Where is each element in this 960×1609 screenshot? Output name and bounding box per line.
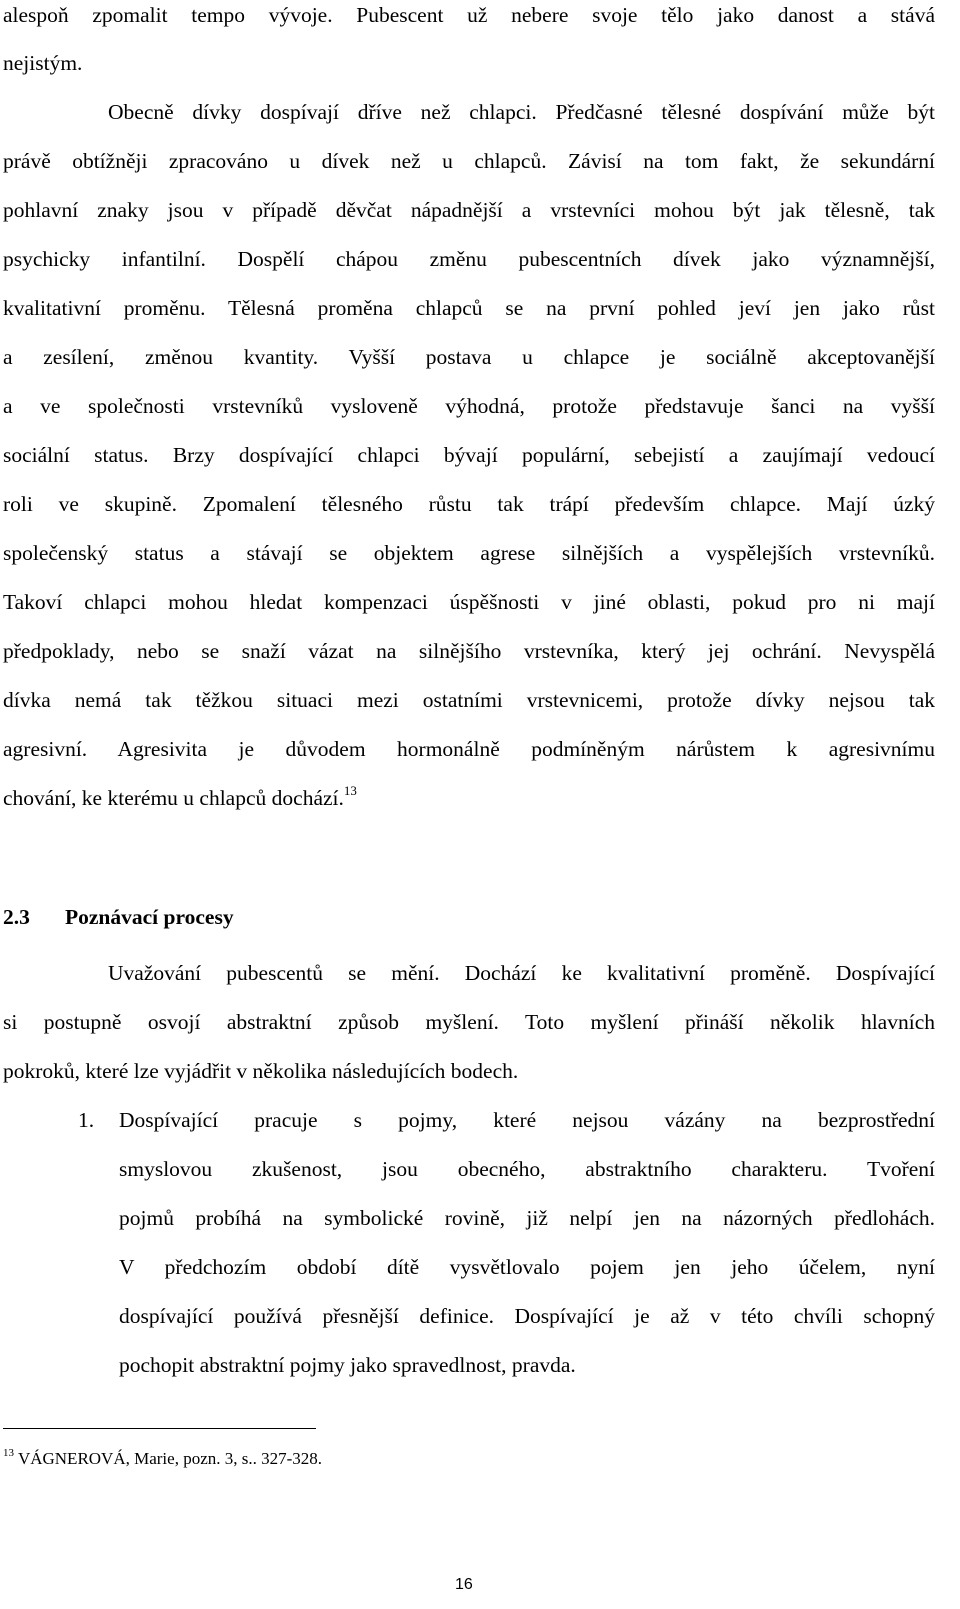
section-heading xyxy=(3,902,234,932)
paragraph-line: pokroků, které lze vyjádřit v několika následujících bodech. xyxy=(3,1059,519,1083)
footnote-marker: 13 xyxy=(3,1447,14,1459)
list-item-number: 1. xyxy=(78,1108,95,1132)
paragraph-line: a zesílení, změnou kvantity. Vyšší postava u chlapce je sociálně akceptovanější xyxy=(3,345,935,369)
footnote-separator xyxy=(3,1428,316,1429)
paragraph-line: Obecně dívky dospívají dříve než chlapci. Předčasné tělesné dospívání může být xyxy=(108,100,935,124)
paragraph-line: Takoví chlapci mohou hledat kompenzaci úspěšnosti v jiné oblasti, pokud pro ni mají xyxy=(3,590,935,614)
paragraph-line: nejistým. xyxy=(3,51,83,75)
section-title: Poznávací procesy xyxy=(65,905,234,929)
list-item-line: pojmů probíhá na symbolické rovině, již nelpí jen na názorných předlohách. xyxy=(119,1206,935,1230)
paragraph-line: a ve společnosti vrstevníků vysloveně výhodná, protože představuje šanci na vyšší xyxy=(3,394,935,418)
list-item-line: Dospívající pracuje s pojmy, které nejsou vázány na bezprostřední xyxy=(119,1108,935,1132)
page-number: 16 xyxy=(455,1576,473,1593)
paragraph-line: předpoklady, nebo se snaží vázat na silnějšího vrstevníka, který jej ochrání. Nevyspělá xyxy=(3,639,935,663)
paragraph-line-with-footnote xyxy=(3,783,935,813)
footnote-reference[interactable]: 13 xyxy=(343,783,357,798)
paragraph-line: právě obtížněji zpracováno u dívek než u chlapců. Závisí na tom fakt, že sekundární xyxy=(3,149,935,173)
paragraph-line: dívka nemá tak těžkou situaci mezi ostatními vrstevnicemi, protože dívky nejsou tak xyxy=(3,688,935,712)
section-number: 2.3 xyxy=(3,905,30,929)
paragraph-line: sociální status. Brzy dospívající chlapci bývají populární, sebejistí a zaujímají vedoucí xyxy=(3,443,935,467)
list-item-line: V předchozím období dítě vysvětlovalo pojem jen jeho účelem, nyní xyxy=(119,1255,935,1279)
paragraph-line: Uvažování pubescentů se mění. Dochází ke kvalitativní proměně. Dospívající xyxy=(108,961,935,985)
paragraph-line: pohlavní znaky jsou v případě děvčat nápadnější a vrstevníci mohou být jak tělesně, tak xyxy=(3,198,935,222)
paragraph-line: alespoň zpomalit tempo vývoje. Pubescent už nebere svoje tělo jako danost a stává xyxy=(3,3,935,27)
list-item-line: dospívající používá přesnější definice. Dospívající je až v této chvíli schopný xyxy=(119,1304,935,1328)
paragraph-line: psychicky infantilní. Dospělí chápou změnu pubescentních dívek jako významnější, xyxy=(3,247,935,271)
paragraph-line: agresivní. Agresivita je důvodem hormonálně podmíněným nárůstem k agresivnímu xyxy=(3,737,935,761)
paragraph-line: chování, ke kterému u chlapců dochází. xyxy=(3,786,344,810)
paragraph-line: kvalitativní proměnu. Tělesná proměna chlapců se na první pohled jeví jen jako růst xyxy=(3,296,935,320)
paragraph-line: roli ve skupině. Zpomalení tělesného růstu tak trápí především chlapce. Mají úzký xyxy=(3,492,935,516)
list-item-line: smyslovou zkušenost, jsou obecného, abstraktního charakteru. Tvoření xyxy=(119,1157,935,1181)
list-item-line: pochopit abstraktní pojmy jako spravedlnost, pravda. xyxy=(119,1353,576,1377)
footnote xyxy=(3,1446,322,1472)
paragraph-line: společenský status a stávají se objektem agrese silnějších a vyspělejších vrstevníků. xyxy=(3,541,935,565)
footnote-text: VÁGNEROVÁ, Marie, pozn. 3, s.. 327-328. xyxy=(17,1449,323,1468)
paragraph-line: si postupně osvojí abstraktní způsob myšlení. Toto myšlení přináší několik hlavních xyxy=(3,1010,935,1034)
